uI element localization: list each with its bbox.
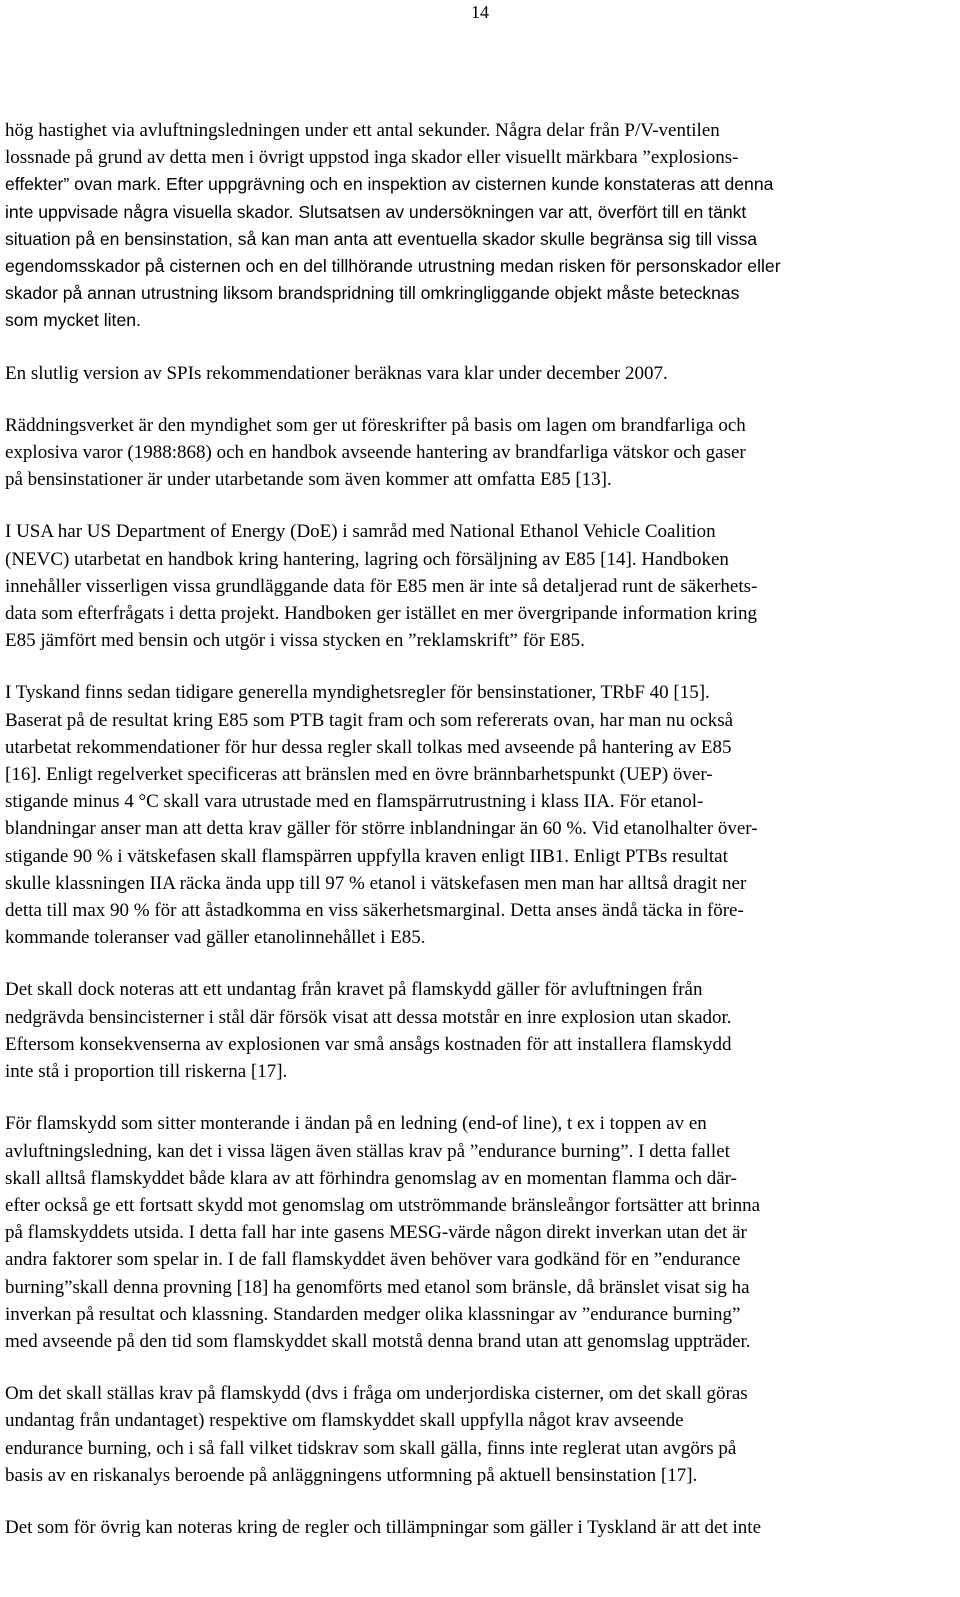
text-line: skulle klassningen IIA räcka ända upp till 97 % etanol i vätskefasen men man har alltså dragit ner <box>5 872 747 894</box>
text-line: [16]. Enligt regelverket specificeras att bränslen med en övre brännbarhetspunkt (UEP) över- <box>5 764 713 786</box>
text-line: efter också ge ett fortsatt skydd mot genomslag om utströmmande bränsleångor fortsätter att brinna <box>5 1194 761 1216</box>
text-line: inverkan på resultat och klassning. Standarden medger olika klassningar av ”endurance burning” <box>5 1303 741 1325</box>
text-line: (NEVC) utarbetat en handbok kring hantering, lagring och försäljning av E85 [14]. Handboken <box>5 548 729 570</box>
text-line: Räddningsverket är den myndighet som ger ut föreskrifter på basis om lagen om brandfarliga och <box>5 414 746 436</box>
text-line: Om det skall ställas krav på flamskydd (dvs i fråga om underjordiska cisterner, om det skall göras <box>5 1383 748 1405</box>
text-line: blandningar anser man att detta krav gäller för större inblandningar än 60 %. Vid etanolhalter över- <box>5 818 758 840</box>
text-line: på flamskyddets utsida. I detta fall har inte gasens MESG-värde någon direkt inverkan utan det är <box>5 1222 747 1244</box>
text-line: E85 jämfört med bensin och utgör i vissa stycken en ”reklamskrift” för E85. <box>5 630 585 652</box>
text-line: I Tyskand finns sedan tidigare generella myndighetsregler för bensinstationer, TRbF 40 [15]. <box>5 682 710 704</box>
text-line: stigande minus 4 °C skall vara utrustade med en flamspärrutrustning i klass IIA. För etanol- <box>5 791 704 813</box>
text-line: innehåller visserligen vissa grundläggande data för E85 men är inte så detaljerad runt de säkerhets- <box>5 575 758 597</box>
text-line: Det skall dock noteras att ett undantag från kravet på flamskydd gäller för avluftningen från <box>5 979 703 1001</box>
text-line: För flamskydd som sitter monterande i ändan på en ledning (end-of line), t ex i toppen av en <box>5 1113 707 1135</box>
paragraph-ovrigt <box>5 1514 942 1541</box>
text-line: explosiva varor (1988:868) och en handbok avseende hantering av brandfarliga vätskor och gaser <box>5 442 746 464</box>
paragraph-riskanalys <box>5 1380 942 1489</box>
text-line: egendomsskador på cisternen och en del tillhörande utrustning medan risken för personskador eller <box>5 256 781 277</box>
text-line: burning”skall denna provning [18] ha genomförts med etanol som bränsle, då bränslet visat sig ha <box>5 1276 750 1298</box>
text-line: skador på annan utrustning liksom brandspridning till omkringliggande objekt måste betecknas <box>5 283 740 304</box>
text-line: inte uppvisade några visuella skador. Slutsatsen av undersökningen var att, överfört till en tänkt <box>5 201 747 222</box>
text-line: avluftningsledning, kan det i vissa lägen även ställas krav på ”endurance burning”. I detta fallet <box>5 1140 730 1162</box>
text-line: skall alltså flamskyddet både klara av att förhindra genomslag av en momentan flamma och där- <box>5 1167 737 1189</box>
text-line: undantag från undantaget) respektive om flamskyddet skall uppfylla något krav avseende <box>5 1410 684 1432</box>
text-line: utarbetat rekommendationer för hur dessa regler skall tolkas med avseende på hantering av E85 <box>5 736 732 758</box>
text-line: på bensinstationer är under utarbetande som även kommer att omfatta E85 [13]. <box>5 469 612 491</box>
text-line: stigande 90 % i vätskefasen skall flamspärren uppfylla kraven enligt IIB1. Enligt PTBs resultat <box>5 845 728 867</box>
text-line: Det som för övrig kan noteras kring de regler och tillämpningar som gäller i Tyskland är att det inte <box>5 1516 762 1538</box>
text-line: nedgrävda bensincisterner i stål där försök visat att dessa motstår en inre explosion utan skador. <box>5 1006 732 1028</box>
text-line: lossnade på grund av detta men i övrigt uppstod inga skador eller visuellt märkbara ”explosions- <box>5 147 739 169</box>
text-line: kommande toleranser vad gäller etanolinnehållet i E85. <box>5 927 426 949</box>
text-line: basis av en riskanalys beroende på anläggningens utformning på aktuell bensinstation [17]. <box>5 1464 698 1486</box>
text-line: inte stå i proportion till riskerna [17]. <box>5 1061 288 1083</box>
paragraph-undantag <box>5 976 942 1085</box>
paragraph-spi-version <box>5 360 942 387</box>
paragraph-raddningsverket <box>5 412 942 494</box>
paragraph-usa <box>5 518 942 654</box>
text-line: effekter” ovan mark. Efter uppgrävning och en inspektion av cisternen kunde konstateras att denna <box>5 174 774 195</box>
text-line: endurance burning, och i så fall vilket tidskrav som skall gälla, finns inte reglerat utan avgörs på <box>5 1437 737 1459</box>
page-number: 14 <box>471 2 489 22</box>
text-line: En slutlig version av SPIs rekommendationer beräknas vara klar under december 2007. <box>5 362 668 384</box>
text-line: data som efterfrågats i detta projekt. Handboken ger istället en mer övergripande information kring <box>5 603 758 625</box>
text-line: hög hastighet via avluftningsledningen under ett antal sekunder. Några delar från P/V-ventilen <box>5 120 720 141</box>
text-line: I USA har US Department of Energy (DoE) i samråd med National Ethanol Vehicle Coalition <box>5 521 716 543</box>
text-line: situation på en bensinstation, så kan man anta att eventuella skador skulle begränsa sig till vissa <box>5 228 758 249</box>
text-line: andra faktorer som spelar in. I de fall flamskyddet även behöver vara godkänd för en ”endurance <box>5 1249 741 1271</box>
text-line: med avseende på den tid som flamskyddet skall motstå denna brand utan att genomslag uppträder. <box>5 1330 751 1352</box>
paragraph-tyskland <box>5 679 942 951</box>
paragraph-endurance-burning <box>5 1110 942 1355</box>
text-line: detta till max 90 % för att åstadkomma en viss säkerhetsmarginal. Detta anses ändå täcka in före- <box>5 900 744 922</box>
paragraph-explosion-test <box>5 117 942 335</box>
document-body <box>5 117 942 1566</box>
text-line: Eftersom konsekvenserna av explosionen var små ansågs kostnaden för att installera flamskydd <box>5 1033 732 1055</box>
text-line: Baserat på de resultat kring E85 som PTB tagit fram och som refererats ovan, har man nu också <box>5 709 734 731</box>
text-line: som mycket liten. <box>5 310 141 331</box>
